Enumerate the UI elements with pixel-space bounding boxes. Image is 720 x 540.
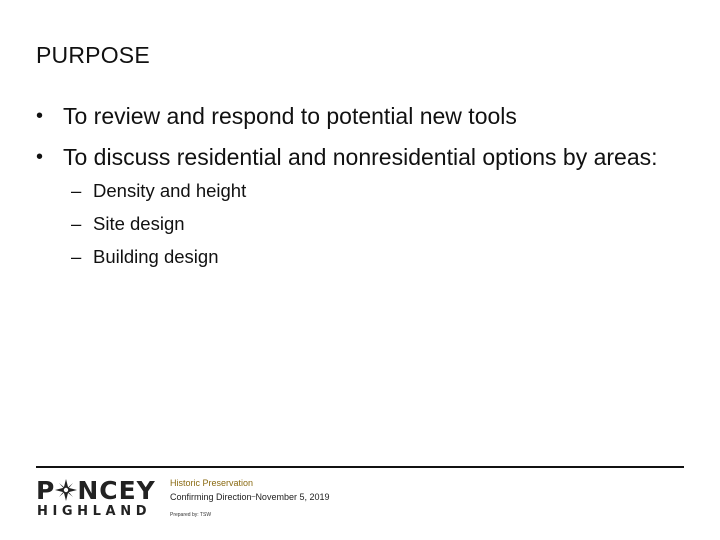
bullet-text: To discuss residential and nonresidential options by areas: — [63, 144, 658, 170]
poncey-highland-logo — [36, 477, 162, 521]
footer-meeting-name: Confirming Direction — [170, 492, 252, 502]
footer-meeting-date: November 5, 2019 — [255, 492, 330, 502]
compass-star-icon — [55, 479, 77, 501]
bullet-text: To review and respond to potential new tools — [63, 103, 517, 129]
sub-bullet-text: Density and height — [93, 180, 247, 201]
logo-letter-p: P — [36, 476, 56, 505]
slide-title: PURPOSE — [36, 42, 150, 68]
sub-bullet-dash: – — [71, 213, 82, 234]
footer-separator: – — [251, 493, 256, 500]
sub-bullet-dash: – — [71, 246, 82, 267]
sub-bullet-text: Building design — [93, 246, 219, 267]
bullet-item-review — [36, 100, 686, 132]
sub-bullet-density — [36, 178, 686, 204]
sub-bullet-dash: – — [71, 180, 82, 201]
sub-bullet-list — [36, 178, 686, 270]
logo-wordmark-bottom: HIGHLAND — [37, 504, 152, 519]
footer-prepared-by: Prepared by: TSW — [170, 512, 212, 518]
footer-program-title: Historic Preservation — [170, 478, 254, 488]
bullet-item-discuss — [36, 141, 686, 173]
bullet-list — [36, 100, 686, 277]
footer-text-block — [170, 477, 329, 519]
footer-divider — [36, 466, 684, 468]
logo-letters-ncey: NCEY — [77, 476, 156, 505]
logo-wordmark-top — [36, 477, 156, 505]
footer-meeting-line — [170, 491, 329, 503]
sub-bullet-site — [36, 211, 686, 237]
bullet-dot: • — [36, 105, 44, 127]
sub-bullet-text: Site design — [93, 213, 185, 234]
sub-bullet-building — [36, 244, 686, 270]
bullet-dot: • — [36, 146, 44, 168]
